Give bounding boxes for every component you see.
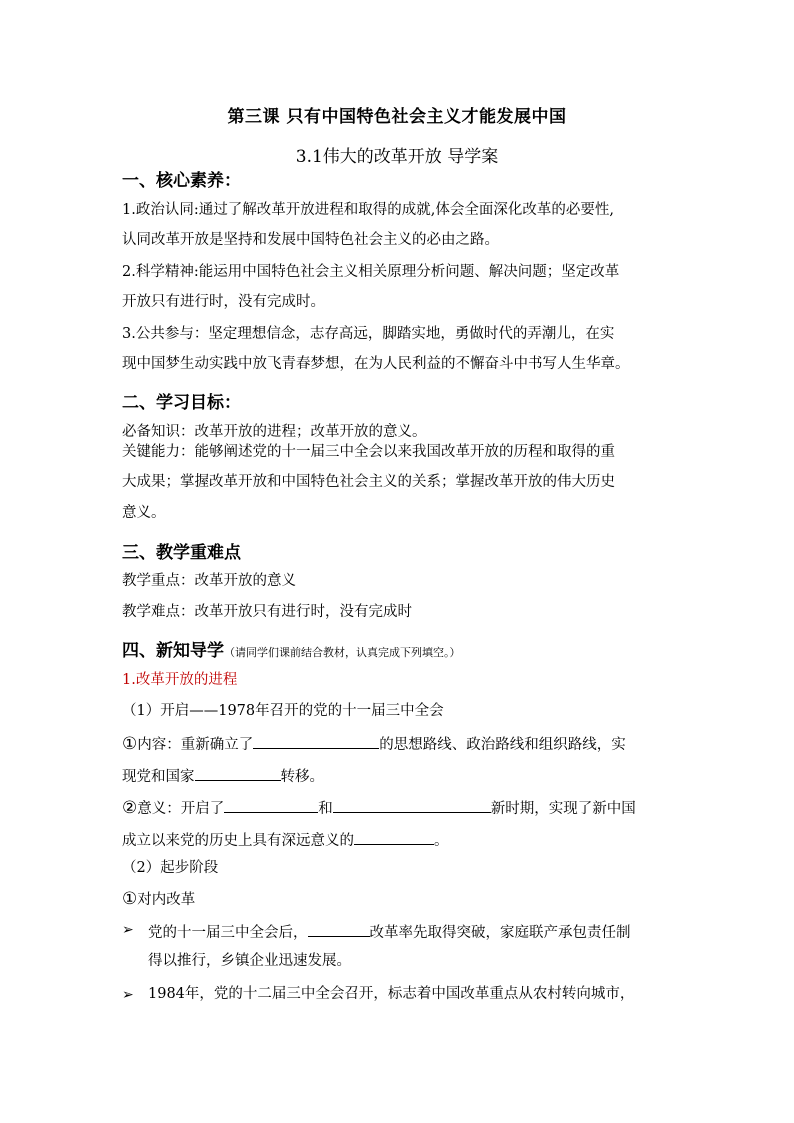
sec3-line-1: 教学重点：改革开放的意义 <box>122 573 296 589</box>
blank-historic-turn[interactable] <box>354 828 434 845</box>
subheading-reform-process: 1.改革开放的进程 <box>122 672 238 688</box>
section-3-heading: 三、教学重难点 <box>122 543 241 563</box>
blank-ideological-line[interactable] <box>253 732 379 749</box>
blank-work-shift[interactable] <box>195 764 281 781</box>
sec1-line-2a: 2.科学精神:能运用中国特色社会主义相关原理分析问题、解决问题；坚定改革 <box>122 264 620 280</box>
section-4-heading <box>122 636 461 661</box>
bullet-1-line-b: 得以推行，乡镇企业迅速发展。 <box>148 953 351 969</box>
sec1-line-1a: 1.政治认同:通过了解改革开放进程和取得的成就,体会全面深化改革的必要性, <box>122 202 614 218</box>
bullet-arrow-icon: ➢ <box>122 922 134 938</box>
sec1-line-1b: 认同改革开放是坚持和发展中国特色社会主义的必由之路。 <box>122 232 499 248</box>
bullet-2-line: 1984年，党的十二届三中全会召开，标志着中国改革重点从农村转向城市， <box>148 986 635 1002</box>
fill-line-content-2: 现党和国家 转移。 <box>122 764 682 787</box>
blank-rural-reform[interactable] <box>308 920 370 937</box>
blank-new-period-1[interactable] <box>224 796 318 813</box>
bullet-arrow-icon-2: ➢ <box>122 987 134 1003</box>
bullet-1-line-a: 党的十一届三中全会后， 改革率先取得突破，家庭联产承包责任制 <box>148 920 708 943</box>
section-4-note: （请同学们课前结合教材，认真完成下列填空。） <box>224 646 461 659</box>
sec2-line-1: 必备知识：改革开放的进程；改革开放的意义。 <box>122 424 427 440</box>
sec3-line-2: 教学难点：改革开放只有进行时，没有完成时 <box>122 604 412 620</box>
sec2-line-2a: 关键能力：能够阐述党的十一届三中全会以来我国改革开放的历程和取得的重 <box>122 444 615 460</box>
section-1-heading: 一、核心素养： <box>122 171 241 191</box>
sec1-line-3b: 现中国梦生动实践中放飞青春梦想，在为人民利益的不懈奋斗中书写人生华章。 <box>122 356 630 372</box>
circled-number-2: ② <box>122 798 138 818</box>
section-4-title: 四、新知导学 <box>122 641 224 661</box>
sec2-line-2b: 大成果；掌握改革开放和中国特色社会主义的关系；掌握改革开放的伟大历史 <box>122 474 615 490</box>
lesson-title: 第三课 只有中国特色社会主义才能发展中国 <box>227 107 567 127</box>
fill-line-meaning-1: ②意义：开启了 和 新时期，实现了新中国 <box>122 798 636 818</box>
internal-reform-line: ①对内改革 <box>122 889 196 909</box>
part-2-initial-stage: （2）起步阶段 <box>122 860 219 876</box>
fill-line-content-1: ①内容：重新确立了 的思想路线、政治路线和组织路线，实 <box>122 734 626 754</box>
circled-number-1b: ① <box>122 889 138 909</box>
lesson-subtitle: 3.1伟大的改革开放 导学案 <box>295 147 499 167</box>
sec1-line-2b: 开放只有进行时，没有完成时。 <box>122 294 325 310</box>
circled-number-1: ① <box>122 734 138 754</box>
part-1-start: （1）开启——1978年召开的党的十一届三中全会 <box>122 703 444 719</box>
section-2-heading: 二、学习目标： <box>122 393 241 413</box>
blank-new-period-2[interactable] <box>333 796 491 813</box>
fill-line-meaning-2: 成立以来党的历史上具有深远意义的 。 <box>122 828 682 851</box>
sec1-line-3a: 3.公共参与：坚定理想信念，志存高远，脚踏实地，勇做时代的弄潮儿，在实 <box>122 326 615 342</box>
sec2-line-2c: 意义。 <box>122 505 166 521</box>
